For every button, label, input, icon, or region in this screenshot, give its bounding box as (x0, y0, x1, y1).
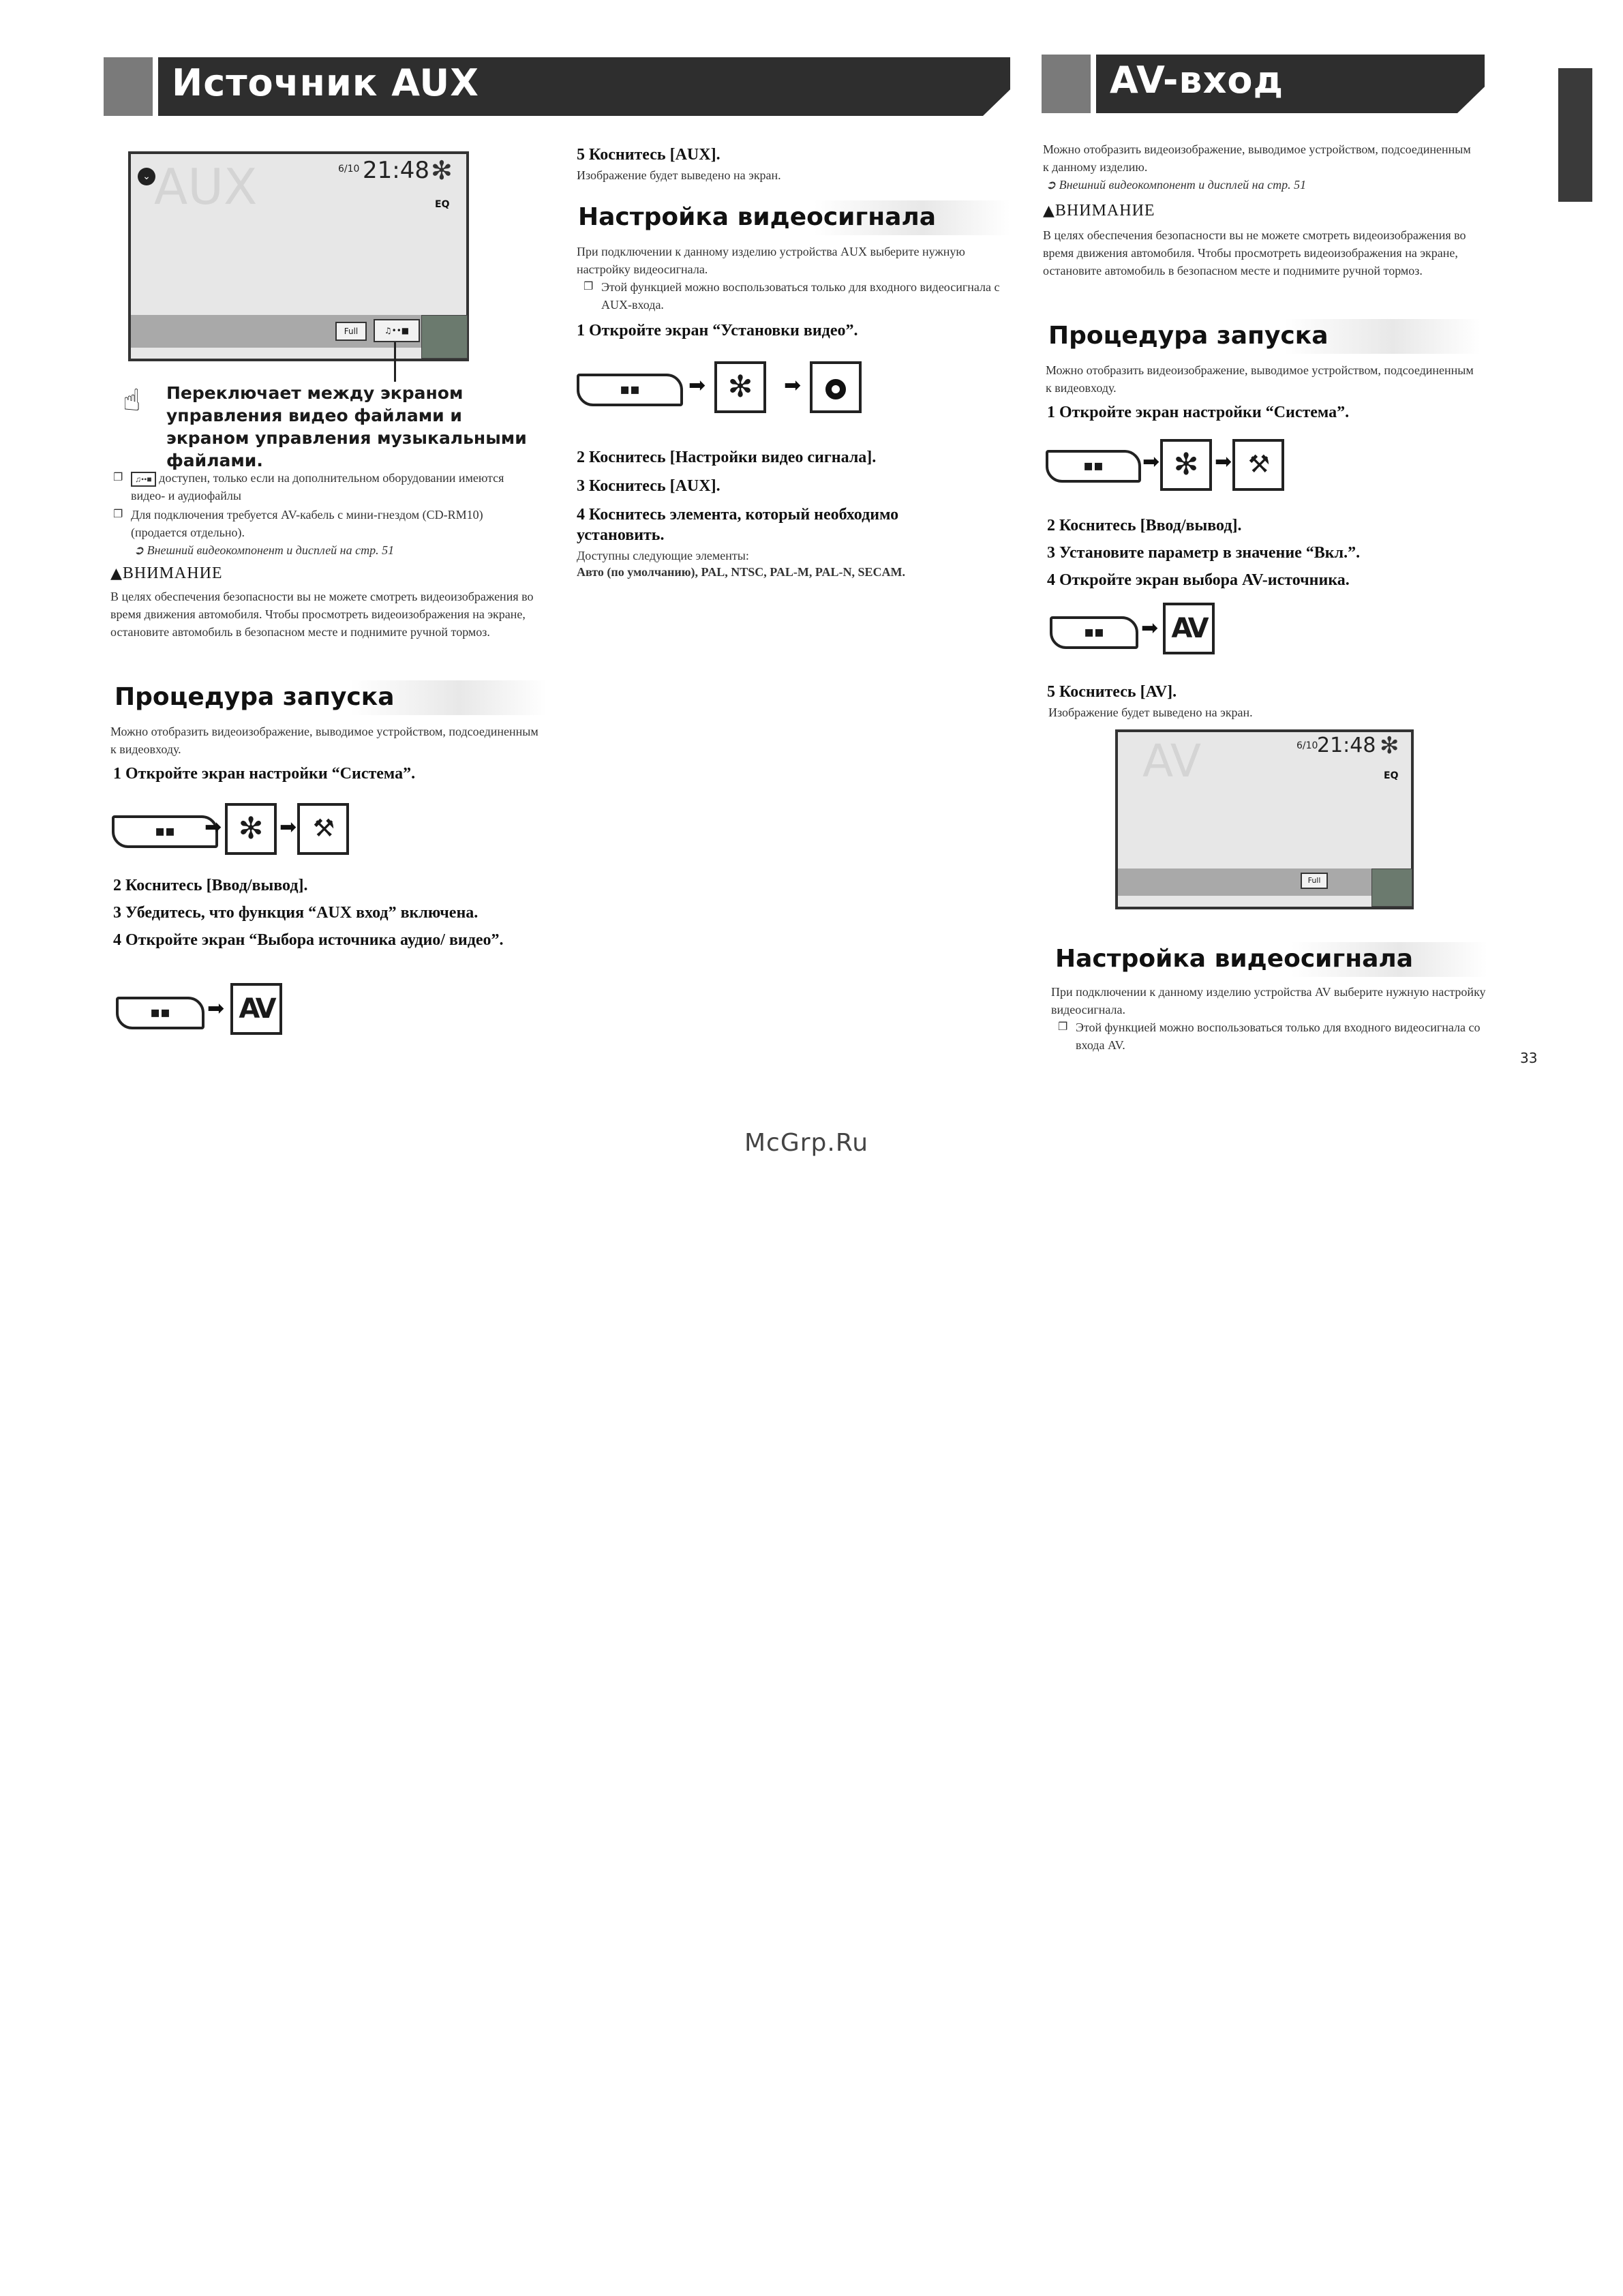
full-screen-button[interactable]: Full (1301, 873, 1328, 889)
arrow-icon: ➡ (1215, 450, 1232, 474)
eq-icon[interactable]: EQ (1384, 770, 1399, 781)
aux-ref: ➲ Внешний видеокомпонент и дисплей на стр. 51 (134, 543, 395, 557)
home-button-icon[interactable]: ▪▪ (577, 374, 683, 406)
media-switch-button[interactable]: ♫••■ (374, 319, 420, 342)
av-date: 6/10 (1296, 740, 1318, 751)
av-step-1: 1 Откройте экран настройки “Система”. (1047, 404, 1350, 421)
aux-startup-heading: Процедура запуска (110, 680, 547, 715)
av-step-4: 4 Откройте экран выбора AV-источника. (1047, 571, 1350, 589)
banner-marker (104, 57, 153, 116)
settings-gear-icon[interactable]: ✻ (431, 157, 453, 185)
aux-step-3: 3 Убедитесь, что функция “AUX вход” включена. (113, 904, 479, 922)
arrow-icon: ➡ (784, 374, 802, 397)
media-switch-mini-icon: ♫••■ (131, 472, 156, 487)
arrow-icon: ➡ (688, 374, 706, 397)
mid-step-3: 3 Коснитесь [AUX]. (577, 477, 721, 495)
av-warning-text: В целях обеспечения безопасности вы не можете смотреть видеоизображения во время движения автомобиля. Чтобы просмотреть видеоизображения на экране, остановите автомобиль в безопасном месте и поднимите ручной тормоз. (1043, 228, 1466, 277)
av-step-5-text: Изображение будет выведено на экран. (1048, 706, 1253, 719)
aux-step-4: 4 Откройте экран “Выбора источника аудио/ видео”. (113, 931, 504, 949)
aux-note-1 (131, 469, 540, 504)
av-clock: 21:48 (1317, 734, 1376, 757)
aux-video-heading: Настройка видеосигнала (574, 200, 1010, 235)
av-bottom-bar (1118, 868, 1411, 896)
mid-step-2: 2 Коснитесь [Настройки видео сигнала]. (577, 449, 877, 466)
av-banner-title: AV-вход (1110, 59, 1284, 102)
mid-step-1: 1 Откройте экран “Установки видео”. (577, 322, 858, 339)
aux-warning-title (110, 564, 223, 583)
home-button-icon[interactable]: ▪▪ (116, 997, 204, 1029)
aux-ref-text: Внешний видеокомпонент и дисплей на стр. 51 (147, 543, 395, 557)
video-settings-disc-icon[interactable] (810, 361, 862, 413)
av-startup-intro: Можно отобразить видеоизображение, выводимое устройством, подсоединенным к видеовходу. (1046, 363, 1474, 395)
arrow-icon: ➡ (1141, 616, 1159, 640)
av-source-label: AV (1142, 735, 1202, 787)
mid-available-items: Авто (по умолчанию), PAL, NTSC, PAL-M, PAL-N, SECAM. (577, 565, 906, 579)
av-source-icon[interactable]: AV (1163, 603, 1215, 654)
av-video-intro: При подключении к данному изделию устройства AV выберите нужную настройку видеосигнала. (1051, 985, 1486, 1016)
arrow-icon: ➡ (1142, 450, 1160, 474)
av-video-note: ❐ Этой функцией можно воспользоваться только для входного видеосигнала со входа AV. (1076, 1018, 1485, 1054)
av-step-2: 2 Коснитесь [Ввод/вывод]. (1047, 517, 1242, 534)
arrow-icon: ➡ (204, 815, 222, 839)
settings-gear-icon[interactable]: ✻ (1160, 439, 1212, 491)
full-screen-button[interactable]: Full (335, 322, 367, 341)
touch-hand-icon: ☝ (123, 383, 141, 418)
system-tools-icon[interactable]: ⚒ (297, 803, 349, 855)
page-number: 33 (1520, 1050, 1538, 1066)
system-tools-icon[interactable]: ⚒ (1232, 439, 1284, 491)
av-screen (1115, 729, 1414, 909)
settings-gear-icon[interactable]: ✻ (714, 361, 766, 413)
aux-note-1-text: доступен, только если на дополнительном оборудовании имеются видео- и аудиофайлы (131, 471, 504, 502)
aux-step-2: 2 Коснитесь [Ввод/вывод]. (113, 877, 308, 894)
settings-gear-icon[interactable]: ✻ (225, 803, 277, 855)
av-step-5: 5 Коснитесь [AV]. (1047, 683, 1177, 701)
av-thumbnail[interactable] (1371, 868, 1412, 907)
warning-icon: ▲ (1043, 202, 1055, 220)
aux-step-5: 5 Коснитесь [AUX]. (577, 146, 721, 164)
aux-video-note: ❐ Этой функцией можно воспользоваться только для входного видеосигнала с AUX-входа. (601, 278, 1003, 314)
watermark: McGrp.Ru (744, 1129, 869, 1157)
av-intro: Можно отобразить видеоизображение, выводимое устройством, подсоединенным к данному изделию. (1043, 142, 1471, 174)
av-ref-text: Внешний видеокомпонент и дисплей на стр. 51 (1059, 178, 1307, 192)
warning-icon: ▲ (110, 565, 123, 582)
aux-clock: 21:48 (363, 157, 429, 184)
chapter-side-tab (1558, 68, 1592, 202)
banner-marker (1042, 55, 1091, 113)
eq-icon[interactable]: EQ (435, 199, 450, 210)
av-banner (1042, 55, 1485, 113)
aux-callout-text: Переключает между экраном управления видео файлами и экраном управления музыкальными файлами. (166, 383, 527, 470)
home-button-icon[interactable]: ▪▪ (112, 815, 218, 848)
av-startup-heading: Процедура запуска (1044, 319, 1481, 354)
aux-video-intro: При подключении к данному изделию устройства AUX выберите нужную настройку видеосигнала. (577, 245, 965, 276)
aux-banner (104, 57, 1010, 116)
av-ref: ➲ Внешний видеокомпонент и дисплей на стр. 51 (1046, 178, 1307, 192)
av-warning-title-text: ВНИМАНИЕ (1055, 202, 1155, 220)
av-source-icon[interactable]: AV (230, 983, 282, 1035)
aux-screen (128, 151, 469, 361)
aux-step-5-text: Изображение будет выведено на экран. (577, 168, 781, 182)
settings-gear-icon[interactable]: ✻ (1380, 734, 1399, 759)
mid-step-4: 4 Коснитесь элемента, который необходимо установить. (577, 506, 899, 544)
av-warning-title (1043, 202, 1155, 220)
disc-shape (825, 379, 846, 399)
arrow-icon: ➡ (207, 997, 225, 1021)
aux-step-1: 1 Откройте экран настройки “Система”. (113, 765, 416, 783)
aux-banner-title: Источник AUX (172, 61, 479, 104)
aux-note-2: ❐ Для подключения требуется AV-кабель с мини-гнездом (CD-RM10) (продается отдельно). (131, 506, 540, 541)
aux-warning-text: В целях обеспечения безопасности вы не можете смотреть видеоизображения во время движения автомобиля. Чтобы просмотреть видеоизображения на экране, остановите автомобиль в безопасном месте и поднимите ручной тормоз. (110, 590, 534, 639)
home-button-icon[interactable]: ▪▪ (1046, 450, 1141, 483)
arrow-icon: ➡ (279, 815, 297, 839)
mid-available-label: Доступны следующие элементы: (577, 549, 749, 562)
callout-line (394, 342, 396, 382)
aux-startup-intro: Можно отобразить видеоизображение, выводимое устройством, подсоединенным к видеовходу. (110, 725, 539, 756)
aux-source-label: AUX (154, 158, 258, 215)
home-button-icon[interactable]: ▪▪ (1050, 616, 1138, 649)
av-video-heading: Настройка видеосигнала (1051, 942, 1487, 977)
aux-source-dot[interactable]: ⌄ (138, 168, 155, 185)
av-step-3: 3 Установите параметр в значение “Вкл.”. (1047, 544, 1361, 562)
aux-thumbnail[interactable] (421, 315, 468, 359)
aux-date: 6/10 (338, 164, 360, 175)
aux-warning-title-text: ВНИМАНИЕ (122, 564, 223, 582)
